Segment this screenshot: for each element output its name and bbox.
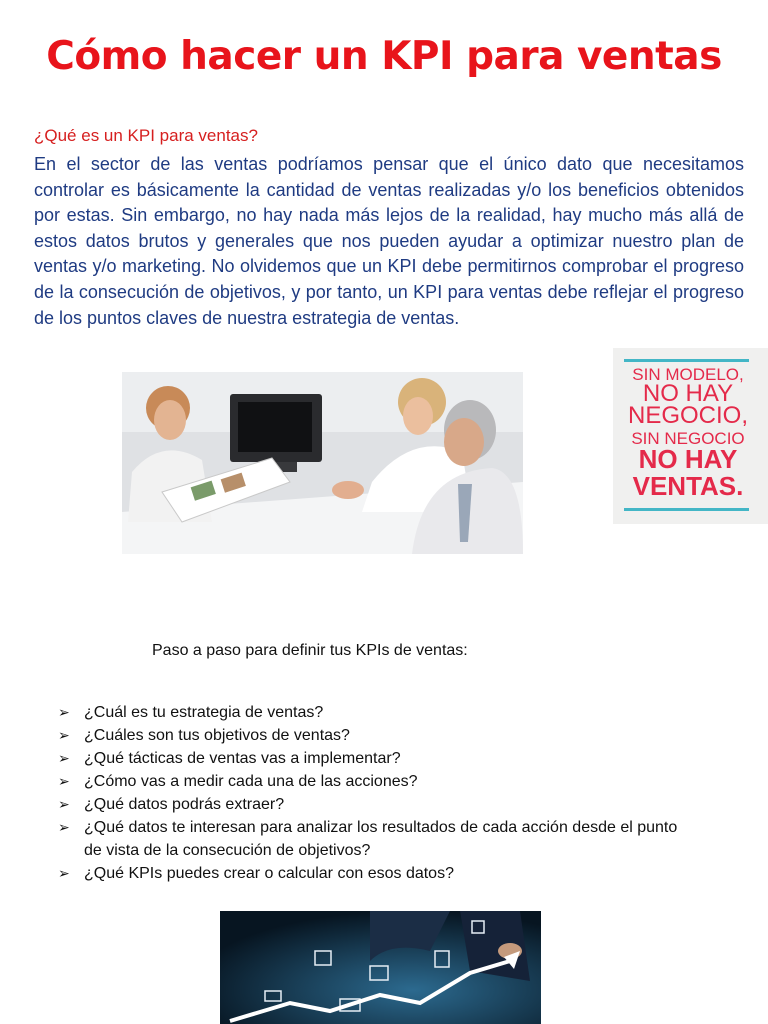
list-item xyxy=(58,793,678,816)
section-subtitle: ¿Qué es un KPI para ventas? xyxy=(34,126,258,145)
poster-line-6: VENTAS. xyxy=(632,471,744,501)
steps-heading: Paso a paso para definir tus KPIs de ventas: xyxy=(152,642,468,659)
list-item-text: ¿Qué datos podrás extraer? xyxy=(84,796,285,813)
arrowhead-bullet-icon: ➢ xyxy=(58,727,70,743)
list-item xyxy=(58,747,678,770)
arrowhead-bullet-icon: ➢ xyxy=(58,750,70,766)
meeting-photo-illustration xyxy=(122,372,523,554)
poster-line-5: NO HAY xyxy=(638,444,738,474)
list-item xyxy=(58,701,678,724)
poster-line-2: NO HAY xyxy=(642,380,734,407)
list-item xyxy=(58,770,678,793)
page-title: Cómo hacer un KPI para ventas xyxy=(46,34,722,79)
list-item xyxy=(58,724,678,747)
list-item xyxy=(58,862,678,885)
meeting-photo xyxy=(122,372,523,554)
arrowhead-bullet-icon: ➢ xyxy=(58,773,70,789)
arrowhead-bullet-icon: ➢ xyxy=(58,796,70,812)
intro-paragraph: En el sector de las ventas podríamos pensar que el único dato que necesitamos controlar es básicamente la cantidad de ventas realizadas y/o los beneficios obtenidos por estas. Sin embargo, no hay nada más lejos de la realidad, hay mucho más allá de estos datos brutos y generales que nos pueden ayudar a optimizar nuestro plan de ventas y/o marketing. No olvidemos que un KPI debe permitirnos comprobar el progreso de la consecución de objetivos, y por tanto, un KPI para ventas debe reflejar el progreso de los puntos claves de nuestra estrategia de ventas. xyxy=(34,154,744,328)
poster-line-3: NEGOCIO, xyxy=(627,402,748,429)
arrowhead-bullet-icon: ➢ xyxy=(58,704,70,720)
list-item-text: ¿Qué tácticas de ventas vas a implementar? xyxy=(84,750,401,767)
list-item-text: ¿Cuáles son tus objetivos de ventas? xyxy=(84,727,350,744)
list-item-text: ¿Cómo vas a medir cada una de las acciones? xyxy=(84,773,418,790)
slogan-poster xyxy=(613,348,768,524)
arrowhead-bullet-icon: ➢ xyxy=(58,865,70,881)
poster-top-divider xyxy=(624,359,749,362)
poster-bottom-divider xyxy=(624,508,749,511)
steps-list xyxy=(58,701,678,885)
list-item xyxy=(58,816,678,862)
list-item-text: ¿Qué datos te interesan para analizar los resultados de cada acción desde el punto de vista de la consecución de objetivos? xyxy=(84,819,678,859)
list-item-text: ¿Cuál es tu estrategia de ventas? xyxy=(84,704,324,721)
growth-illustration xyxy=(220,911,541,1024)
poster-line-4: SIN NEGOCIO xyxy=(631,429,745,448)
arrowhead-bullet-icon: ➢ xyxy=(58,819,70,835)
business-growth-photo xyxy=(220,911,541,1024)
poster-line-1: SIN MODELO, xyxy=(632,365,744,384)
list-item-text: ¿Qué KPIs puedes crear o calcular con esos datos? xyxy=(84,865,454,882)
